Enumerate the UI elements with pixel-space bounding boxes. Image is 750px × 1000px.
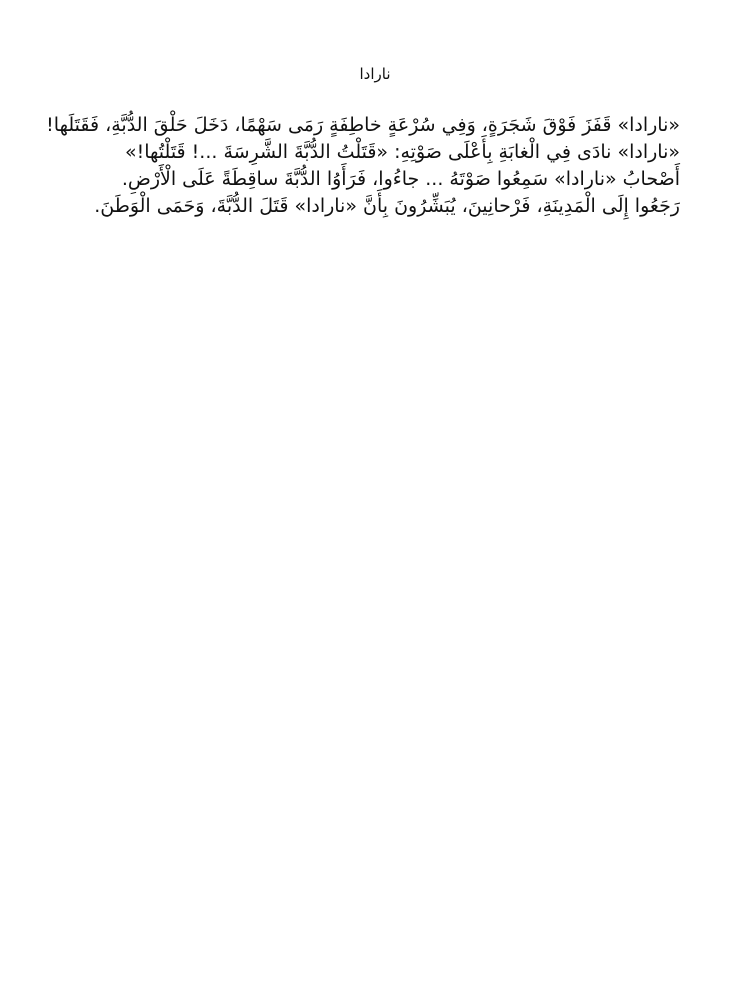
story-line: «نارادا» نادَى فِي الْغابَةِ بِأَعْلَى صَوْتِهِ: «قَتَلْتُ الدُّبَّةَ الشَّرِسَةَ ...! قَتَلْتُها!» (125, 141, 680, 163)
story-line: أَصْحابُ «نارادا» سَمِعُوا صَوْتَهُ ... جاءُوا، فَرَأَوُا الدُّبَّةَ ساقِطَةً عَلَى الْأَرْضِ. (121, 168, 680, 190)
story-text (46, 112, 680, 220)
story-line: «نارادا» قَفَزَ فَوْقَ شَجَرَةٍ، وَفِي سُرْعَةٍ خاطِفَةٍ رَمَى سَهْمًا، دَخَلَ حَلْقَ الدُّبَّةِ، فَقَتَلَها! (46, 114, 680, 136)
story-line: رَجَعُوا إِلَى الْمَدِينَةِ، فَرْحانِينَ، يُبَشِّرُونَ بِأَنَّ «نارادا» قَتَلَ الدُّبَّةَ، وَحَمَى الْوَطَنَ. (94, 195, 680, 217)
page-title: نارادا (359, 65, 391, 83)
